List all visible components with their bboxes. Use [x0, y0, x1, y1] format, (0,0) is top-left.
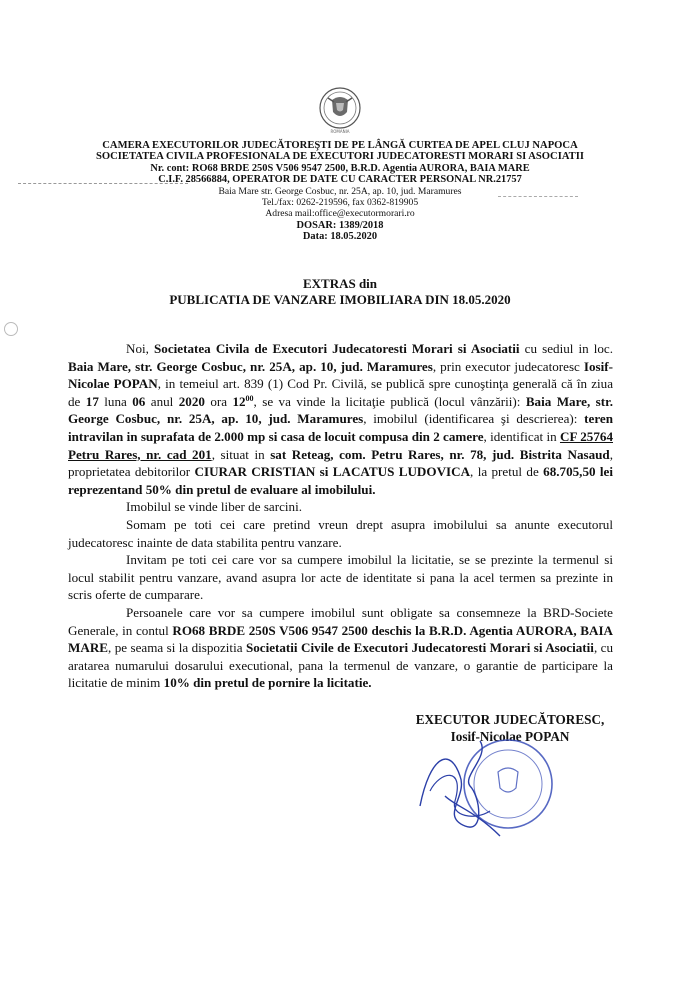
paragraph-summons: Somam pe toti cei care pretind vreun drept asupra imobilului sa anunte executorul judecatoresc inainte de data stabilita pentru vanzare. [68, 516, 613, 550]
letterhead-date: Data: 18.05.2020 [302, 231, 378, 243]
signature-name: Iosif-Nicolae POPAN [450, 729, 570, 744]
document-body [68, 340, 613, 692]
letterhead-phone: Tel./fax: 0262-219596, fax 0362-819905 [261, 197, 419, 209]
punch-hole-mark [4, 322, 18, 336]
paragraph-invitation: Invitam pe toti cei care vor sa cumpere imobilul la licitatie, se se prezinte la termenul si locul stabilit pentru vanzare, avand asupra lor acte de identitate si pana la acel termen sa prezinte in scris oferte de cumparare. [68, 552, 613, 603]
scan-artifact-line [18, 183, 188, 186]
paragraph-announcement: Noi, Societatea Civila de Executori Judecatoresti Morari si Asociatii cu sediul in loc. Baia Mare, str. George Cosbuc, nr. 25A, ap. 10, jud. Maramures, prin executor judecatoresc Iosif-Nicolae POPAN, in temeiul art. 839 (1) Cod Pr. Civilă, se publică spre cunoştinţa generală că în ziua de 17 luna 06 anul 2020 ora $12^{00}$, se va vinde la licitaţie publică (locul vânzării): Baia Mare, str. George Cosbuc, nr. 25A, ap. 10, jud. Maramures, imobilul (identificarea şi descrierea): teren intravilan in suprafata de 2.000 mp si casa de locuit compusa din 2 camere, identificat in CF 25764 Petru Rares, nr. cad 201, situat in sat Reteag, com. Petru Rares, nr. 78, jud. Bistrita Nasaud, proprietatea debitorilor CIURAR CRISTIAN si LACATUS LUDOVICA, la pretul de 68.705,50 lei reprezentand 50% din pretul de evaluare al imobilului. [68, 341, 614, 497]
paragraph-deposit: Persoanele care vor sa cumpere imobilul sunt obligate sa consemneze la BRD-Societe Generale, in contul RO68 BRDE 250S V506 9547 2500 deschis la B.R.D. Agentia AURORA, BAIA MARE, pe seama si la dispozitia Societatii Civile de Executori Judecatoresti Morari si Asociatii, cu aratarea numarului dosarului executional, pana la termenul de vanzare, o garantie de participare la licitatie de minim 10% din pretul de pornire la licitatie. [68, 604, 614, 691]
letterhead-email: Adresa mail:office@executormorari.ro [265, 208, 415, 220]
stamp-and-signature-icon [410, 736, 570, 846]
title-line-2: PUBLICATIA DE VANZARE IMOBILIARA DIN 18.05.2020 [169, 292, 511, 307]
letterhead-chamber: CAMERA EXECUTORILOR JUDECĂTOREŞTI DE PE LÂNGĂ CURTEA DE APEL CLUJ NAPOCA [102, 140, 578, 151]
signature-role: EXECUTOR JUDECĂTORESC, [415, 712, 605, 727]
paragraph-free-of-charges: Imobilul se vinde liber de sarcini. [126, 499, 302, 515]
document-title [60, 276, 620, 308]
letterhead-file-number: DOSAR: 1389/2018 [296, 219, 384, 231]
letterhead [60, 140, 620, 243]
letterhead-company: SOCIETATEA CIVILA PROFESIONALA DE EXECUTORI JUDECATORESTI MORARI SI ASOCIATII [95, 151, 584, 163]
coat-of-arms-icon [318, 86, 362, 136]
letterhead-cif: C.I.F. 28566884, OPERATOR DE DATE CU CARACTER PERSONAL NR.21757 [158, 174, 522, 186]
scan-artifact-line [498, 196, 578, 199]
letterhead-account: Nr. cont: RO68 BRDE 250S V506 9547 2500, B.R.D. Agentia AURORA, BAIA MARE [150, 162, 530, 174]
svg-text:ROMANIA: ROMANIA [330, 129, 350, 134]
title-line-1: EXTRAS din [302, 276, 378, 291]
letterhead-address: Baia Mare str. George Cosbuc, nr. 25A, ap. 10, jud. Maramures [218, 185, 462, 197]
